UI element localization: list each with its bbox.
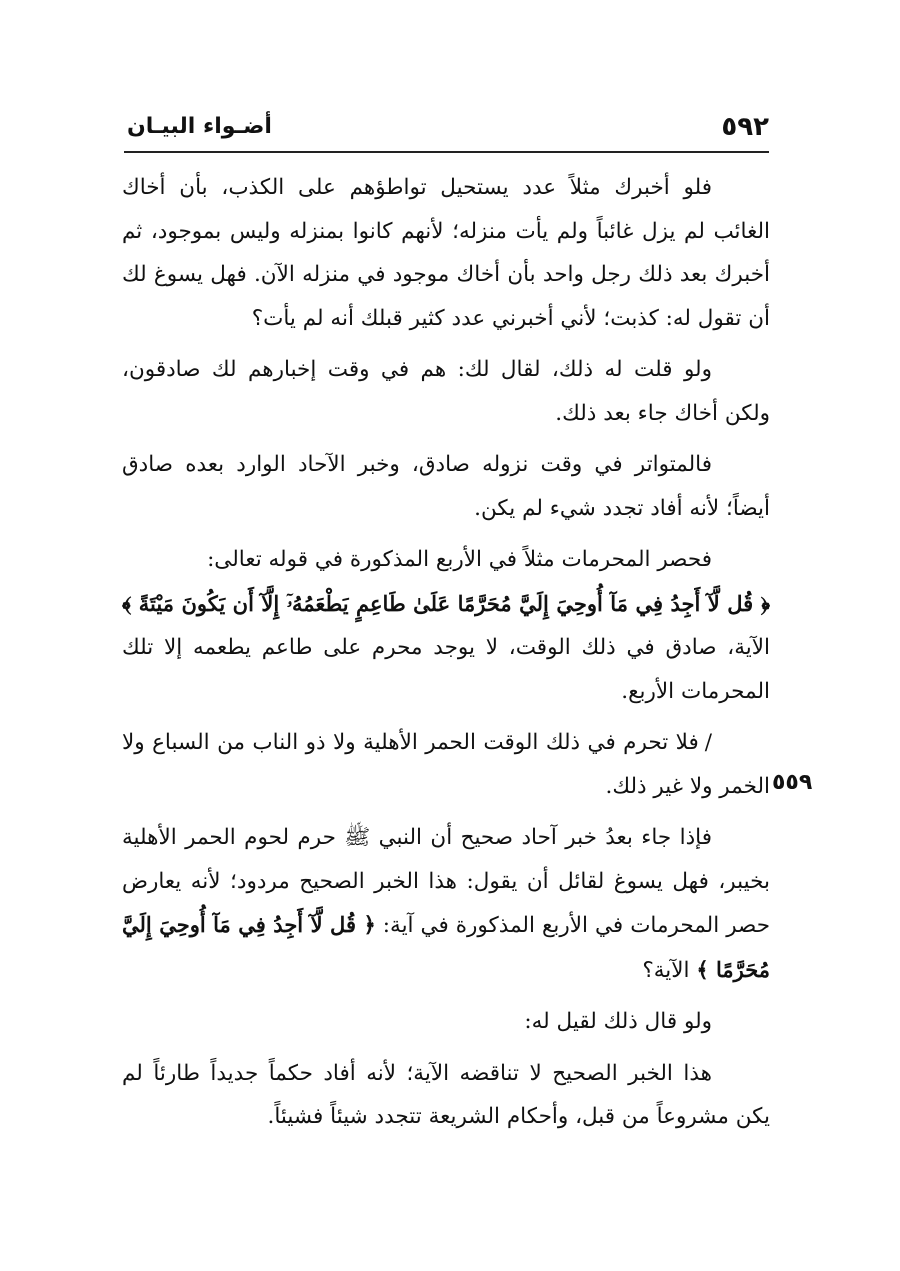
margin-page-reference: ٥٥٩	[772, 770, 813, 795]
page-header	[127, 112, 769, 152]
paragraph-3: فالمتواتر في وقت نزوله صادق، وخبر الآحاد الوارد بعده صادق أيضاً؛ لأنه أفاد تجدد شيء لم يكن.	[122, 452, 770, 521]
page-break-marker: /	[704, 730, 712, 755]
paragraph-6-text: فإذا جاء بعدُ خبر آحاد صحيح أن النبي ﷺ حرم لحوم الحمر الأهلية بخيبر، فهل يسوغ لقائل أن يقول: هذا الخبر الصحيح مردود؛ لأنه يعارض حصر المحرمات في الأربع المذكورة في آية:	[122, 825, 770, 938]
paragraph-5	[122, 721, 770, 808]
paragraph-2: ولو قلت له ذلك، لقال لك: هم في وقت إخبارهم لك صادقون، ولكن أخاك جاء بعد ذلك.	[122, 357, 770, 426]
paragraph-4	[122, 538, 770, 713]
paragraph-4-rest: الآية، صادق في ذلك الوقت، لا يوجد محرم على طاعم يطعمه إلا تلك المحرمات الأربع.	[122, 635, 770, 704]
paragraph-6	[122, 816, 770, 992]
running-title: أضـواء البيـان	[127, 114, 272, 139]
paragraph-1: فلو أخبرك مثلاً عدد يستحيل تواطؤهم على الكذب، بأن أخاك الغائب لم يزل غائباً ولم يأت منزله؛ لأنهم كانوا بمنزله وليس بموجود، ثم أخبرك بعد ذلك رجل واحد بأن أخاك موجود في منزله الآن. فهل يسوغ لك أن تقول له: كذبت؛ لأني أخبرني عدد كثير قبلك أنه لم يأت؟	[122, 175, 770, 331]
paragraph-8: هذا الخبر الصحيح لا تناقضه الآية؛ لأنه أفاد حكماً جديداً طارئاً لم يكن مشروعاً من قبل، وأحكام الشريعة تتجدد شيئاً فشيئاً.	[122, 1060, 770, 1129]
paragraph-6-tail: الآية؟	[642, 957, 697, 983]
quran-verse-2: ﴿ قُل لَّآ أَجِدُ فِي مَآ أُوحِيَ إِلَيَّ مُحَرَّمًا ﴾	[122, 912, 770, 982]
paragraph-5-text: فلا تحرم في ذلك الوقت الحمر الأهلية ولا ذو الناب من السباع ولا الخمر ولا غير ذلك.	[122, 730, 770, 799]
paragraph-4-intro: فحصر المحرمات مثلاً في الأربع المذكورة في قوله تعالى:	[207, 547, 712, 572]
paragraph-7: ولو قال ذلك لقيل له:	[524, 1009, 712, 1034]
quran-verse-1: ﴿ قُل لَّآ أَجِدُ فِي مَآ أُوحِيَ إِلَيَّ مُحَرَّمًا عَلَىٰ طَاعِمٍ يَطْعَمُهُۥٓ إِلَّآ أَن يَكُونَ مَيْتَةً ﴾	[122, 590, 770, 616]
page-number: ٥٩٢	[721, 112, 769, 142]
page-body	[122, 166, 770, 1147]
header-rule	[124, 151, 769, 153]
